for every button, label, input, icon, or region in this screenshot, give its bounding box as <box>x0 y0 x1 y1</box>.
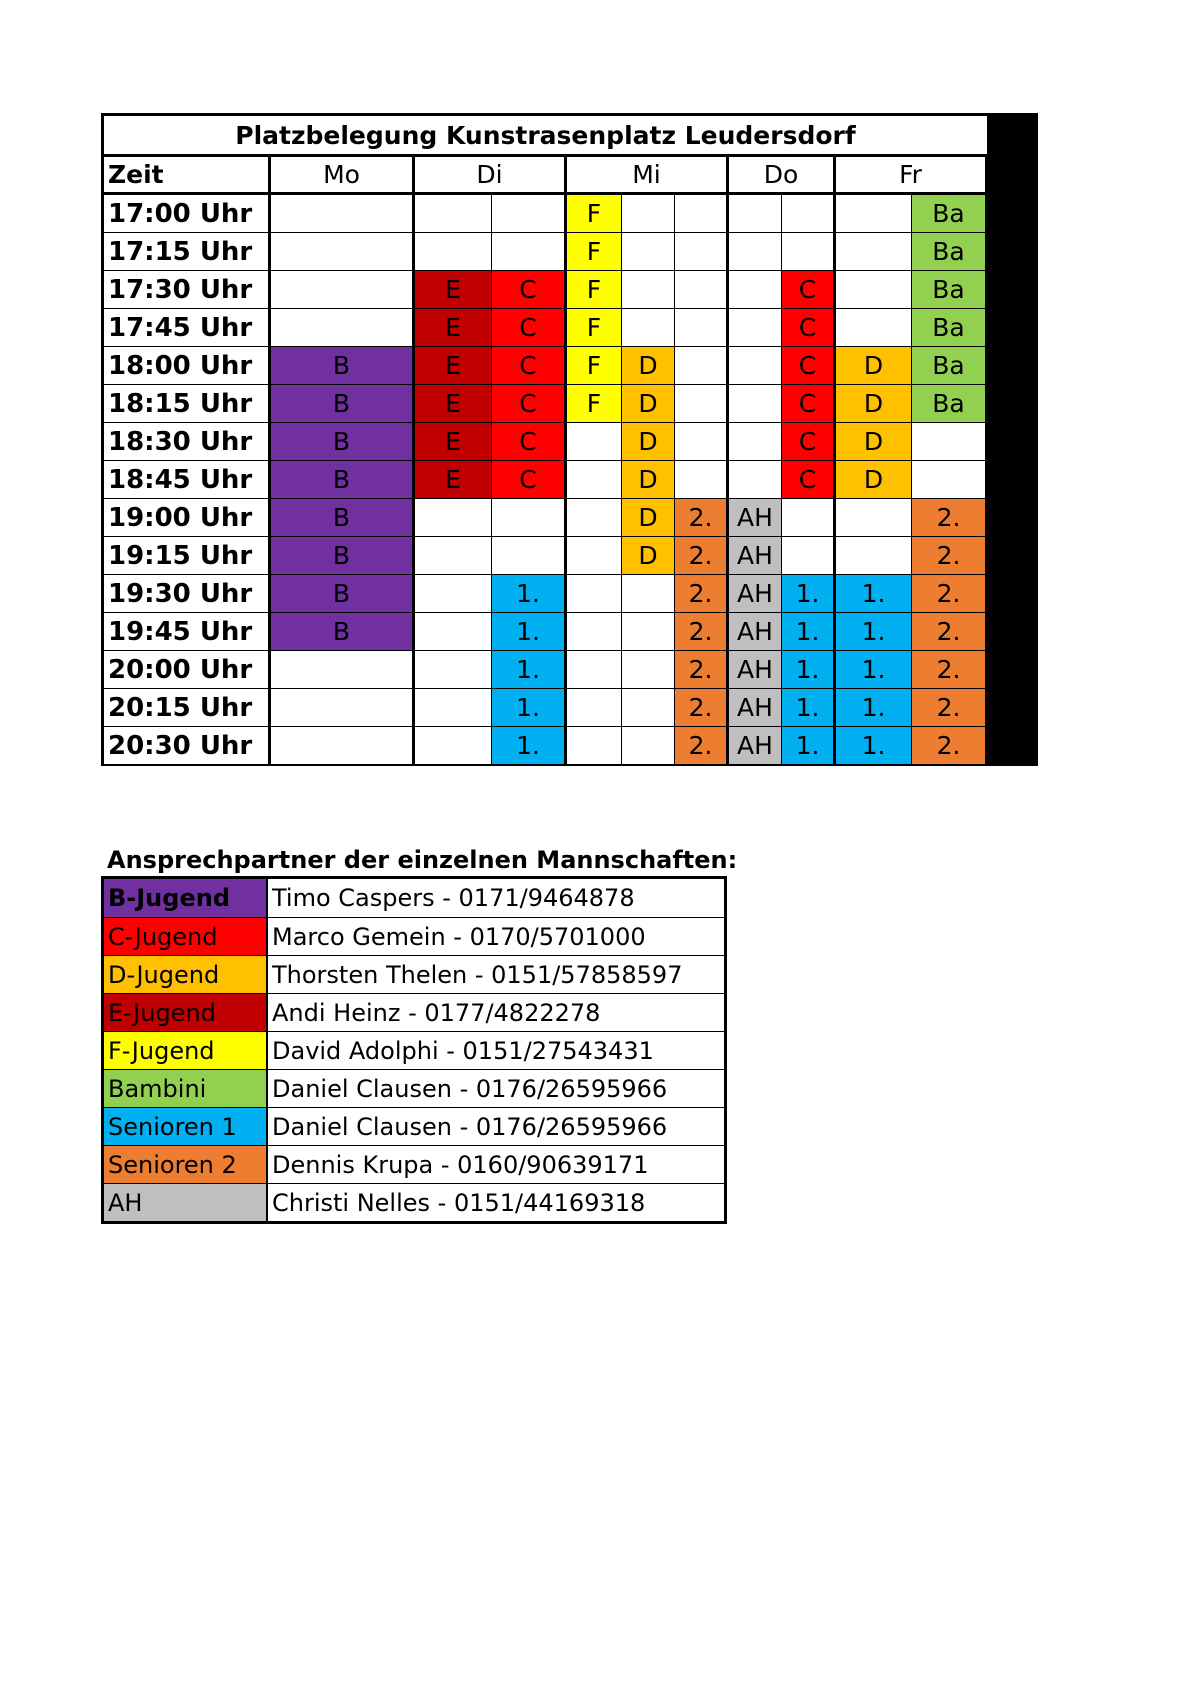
slot-empty <box>415 689 492 727</box>
slot-2: 2. <box>675 537 729 575</box>
slot-empty <box>622 309 675 347</box>
slot-1: 1. <box>492 613 567 651</box>
slot-empty <box>782 195 836 233</box>
slot-empty <box>912 423 988 461</box>
slot-2: 2. <box>675 575 729 613</box>
time-label: 19:00 Uhr <box>104 499 271 537</box>
slot-D: D <box>622 423 675 461</box>
slot-2: 2. <box>675 499 729 537</box>
slot-E: E <box>415 309 492 347</box>
slot-2: 2. <box>912 689 988 727</box>
slot-F: F <box>567 271 622 309</box>
slot-F: F <box>567 309 622 347</box>
slot-empty <box>729 461 782 499</box>
slot-empty <box>567 537 622 575</box>
legend-contact: Christi Nelles - 0151/44169318 <box>268 1184 724 1221</box>
slot-empty <box>675 233 729 271</box>
slot-empty <box>492 499 567 537</box>
slot-F: F <box>567 385 622 423</box>
slot-empty <box>675 347 729 385</box>
time-label: 17:00 Uhr <box>104 195 271 233</box>
legend-team: AH <box>104 1184 268 1221</box>
slot-B: B <box>271 423 415 461</box>
slot-empty <box>567 461 622 499</box>
slot-empty <box>729 195 782 233</box>
legend-contact: Thorsten Thelen - 0151/57858597 <box>268 956 724 993</box>
legend-row <box>104 1069 724 1107</box>
legend-team: D-Jugend <box>104 956 268 993</box>
slot-empty <box>675 271 729 309</box>
time-label: 20:30 Uhr <box>104 727 271 765</box>
slot-empty <box>836 499 912 537</box>
time-label: 18:15 Uhr <box>104 385 271 423</box>
slot-empty <box>729 347 782 385</box>
legend-team: C-Jugend <box>104 918 268 955</box>
slot-1: 1. <box>836 613 912 651</box>
slot-empty <box>836 537 912 575</box>
legend-team: E-Jugend <box>104 994 268 1031</box>
slot-E: E <box>415 271 492 309</box>
slot-2: 2. <box>675 727 729 765</box>
slot-C: C <box>782 423 836 461</box>
legend-team: Senioren 1 <box>104 1108 268 1145</box>
slot-empty <box>415 575 492 613</box>
slot-D: D <box>836 385 912 423</box>
header-day-mi: Mi <box>567 157 729 195</box>
slot-empty <box>567 689 622 727</box>
time-label: 18:30 Uhr <box>104 423 271 461</box>
slot-B: B <box>271 499 415 537</box>
slot-empty <box>782 233 836 271</box>
schedule-table <box>101 113 1038 766</box>
slot-B: B <box>271 385 415 423</box>
slot-B: B <box>271 575 415 613</box>
slot-C: C <box>782 271 836 309</box>
slot-empty <box>836 233 912 271</box>
slot-empty <box>836 309 912 347</box>
time-label: 19:30 Uhr <box>104 575 271 613</box>
slot-empty <box>567 727 622 765</box>
slot-empty <box>622 689 675 727</box>
slot-F: F <box>567 195 622 233</box>
legend-row <box>104 1183 724 1221</box>
legend-row <box>104 993 724 1031</box>
slot-empty <box>415 613 492 651</box>
legend-team: B-Jugend <box>104 879 268 917</box>
slot-F: F <box>567 233 622 271</box>
time-label: 17:30 Uhr <box>104 271 271 309</box>
slot-empty <box>415 727 492 765</box>
slot-D: D <box>836 461 912 499</box>
schedule-title: Platzbelegung Kunstrasenplatz Leudersdorf <box>104 116 988 157</box>
slot-2: 2. <box>675 689 729 727</box>
slot-empty <box>271 727 415 765</box>
legend-team: Senioren 2 <box>104 1146 268 1183</box>
slot-empty <box>675 309 729 347</box>
slot-F: F <box>567 347 622 385</box>
slot-AH: AH <box>729 613 782 651</box>
slot-2: 2. <box>912 537 988 575</box>
slot-empty <box>415 499 492 537</box>
slot-D: D <box>622 347 675 385</box>
slot-empty <box>675 423 729 461</box>
slot-empty <box>567 423 622 461</box>
time-label: 17:45 Uhr <box>104 309 271 347</box>
slot-AH: AH <box>729 689 782 727</box>
legend-contact: Marco Gemein - 0170/5701000 <box>268 918 724 955</box>
slot-E: E <box>415 347 492 385</box>
slot-AH: AH <box>729 537 782 575</box>
header-day-do: Do <box>729 157 836 195</box>
slot-B: B <box>271 537 415 575</box>
slot-empty <box>622 613 675 651</box>
slot-empty <box>836 271 912 309</box>
legend-contact: Dennis Krupa - 0160/90639171 <box>268 1146 724 1183</box>
slot-AH: AH <box>729 575 782 613</box>
slot-empty <box>782 499 836 537</box>
header-zeit: Zeit <box>104 157 271 195</box>
slot-empty <box>271 195 415 233</box>
slot-Ba: Ba <box>912 385 988 423</box>
slot-empty <box>271 309 415 347</box>
slot-B: B <box>271 613 415 651</box>
slot-1: 1. <box>836 575 912 613</box>
slot-C: C <box>492 423 567 461</box>
slot-empty <box>415 233 492 271</box>
time-label: 19:45 Uhr <box>104 613 271 651</box>
slot-empty <box>271 651 415 689</box>
slot-empty <box>729 309 782 347</box>
legend-contact: Daniel Clausen - 0176/26595966 <box>268 1108 724 1145</box>
slot-Ba: Ba <box>912 309 988 347</box>
slot-empty <box>567 499 622 537</box>
slot-2: 2. <box>912 651 988 689</box>
slot-2: 2. <box>912 575 988 613</box>
legend-row <box>104 1107 724 1145</box>
legend-contact: Daniel Clausen - 0176/26595966 <box>268 1070 724 1107</box>
legend-contact: David Adolphi - 0151/27543431 <box>268 1032 724 1069</box>
time-label: 20:15 Uhr <box>104 689 271 727</box>
slot-1: 1. <box>782 575 836 613</box>
slot-1: 1. <box>836 651 912 689</box>
legend-row <box>104 879 724 917</box>
slot-2: 2. <box>912 613 988 651</box>
slot-empty <box>415 195 492 233</box>
slot-empty <box>729 385 782 423</box>
slot-C: C <box>492 271 567 309</box>
slot-1: 1. <box>492 689 567 727</box>
slot-1: 1. <box>492 575 567 613</box>
slot-empty <box>675 385 729 423</box>
slot-1: 1. <box>492 727 567 765</box>
header-day-mo: Mo <box>271 157 415 195</box>
slot-1: 1. <box>836 689 912 727</box>
slot-1: 1. <box>782 727 836 765</box>
slot-empty <box>567 613 622 651</box>
slot-D: D <box>622 461 675 499</box>
slot-empty <box>912 461 988 499</box>
legend-team: Bambini <box>104 1070 268 1107</box>
slot-1: 1. <box>836 727 912 765</box>
legend-contact: Timo Caspers - 0171/9464878 <box>268 879 724 917</box>
slot-Ba: Ba <box>912 195 988 233</box>
slot-1: 1. <box>782 613 836 651</box>
slot-C: C <box>492 347 567 385</box>
slot-E: E <box>415 385 492 423</box>
slot-2: 2. <box>912 499 988 537</box>
slot-1: 1. <box>782 651 836 689</box>
slot-empty <box>271 271 415 309</box>
slot-empty <box>567 575 622 613</box>
slot-empty <box>415 537 492 575</box>
slot-empty <box>415 651 492 689</box>
slot-empty <box>729 233 782 271</box>
time-label: 20:00 Uhr <box>104 651 271 689</box>
slot-Ba: Ba <box>912 347 988 385</box>
slot-D: D <box>836 347 912 385</box>
slot-empty <box>492 233 567 271</box>
legend-title: Ansprechpartner der einzelnen Mannschaften: <box>107 846 738 874</box>
slot-2: 2. <box>675 651 729 689</box>
slot-empty <box>836 195 912 233</box>
slot-empty <box>271 233 415 271</box>
slot-empty <box>492 195 567 233</box>
slot-D: D <box>622 385 675 423</box>
legend-contact: Andi Heinz - 0177/4822278 <box>268 994 724 1031</box>
time-label: 17:15 Uhr <box>104 233 271 271</box>
slot-empty <box>622 575 675 613</box>
slot-C: C <box>492 309 567 347</box>
time-label: 18:45 Uhr <box>104 461 271 499</box>
slot-AH: AH <box>729 651 782 689</box>
slot-E: E <box>415 423 492 461</box>
legend-team: F-Jugend <box>104 1032 268 1069</box>
slot-empty <box>622 727 675 765</box>
slot-empty <box>729 271 782 309</box>
legend-row <box>104 1145 724 1183</box>
slot-AH: AH <box>729 727 782 765</box>
slot-D: D <box>622 499 675 537</box>
slot-2: 2. <box>675 613 729 651</box>
slot-empty <box>675 195 729 233</box>
slot-empty <box>271 689 415 727</box>
slot-C: C <box>492 461 567 499</box>
slot-D: D <box>836 423 912 461</box>
slot-2: 2. <box>912 727 988 765</box>
slot-empty <box>622 195 675 233</box>
time-label: 18:00 Uhr <box>104 347 271 385</box>
legend-row <box>104 955 724 993</box>
legend-row <box>104 917 724 955</box>
slot-C: C <box>782 461 836 499</box>
legend-table <box>101 876 727 1224</box>
slot-empty <box>675 461 729 499</box>
slot-empty <box>729 423 782 461</box>
slot-C: C <box>782 347 836 385</box>
slot-empty <box>622 233 675 271</box>
slot-B: B <box>271 461 415 499</box>
slot-E: E <box>415 461 492 499</box>
slot-AH: AH <box>729 499 782 537</box>
slot-empty <box>782 537 836 575</box>
slot-empty <box>567 651 622 689</box>
slot-1: 1. <box>492 651 567 689</box>
slot-B: B <box>271 347 415 385</box>
slot-C: C <box>782 309 836 347</box>
slot-Ba: Ba <box>912 233 988 271</box>
slot-empty <box>492 537 567 575</box>
header-day-fr: Fr <box>836 157 988 195</box>
slot-Ba: Ba <box>912 271 988 309</box>
slot-C: C <box>492 385 567 423</box>
time-label: 19:15 Uhr <box>104 537 271 575</box>
slot-empty <box>622 651 675 689</box>
slot-1: 1. <box>782 689 836 727</box>
slot-C: C <box>782 385 836 423</box>
slot-D: D <box>622 537 675 575</box>
header-day-di: Di <box>415 157 567 195</box>
legend-row <box>104 1031 724 1069</box>
slot-empty <box>622 271 675 309</box>
